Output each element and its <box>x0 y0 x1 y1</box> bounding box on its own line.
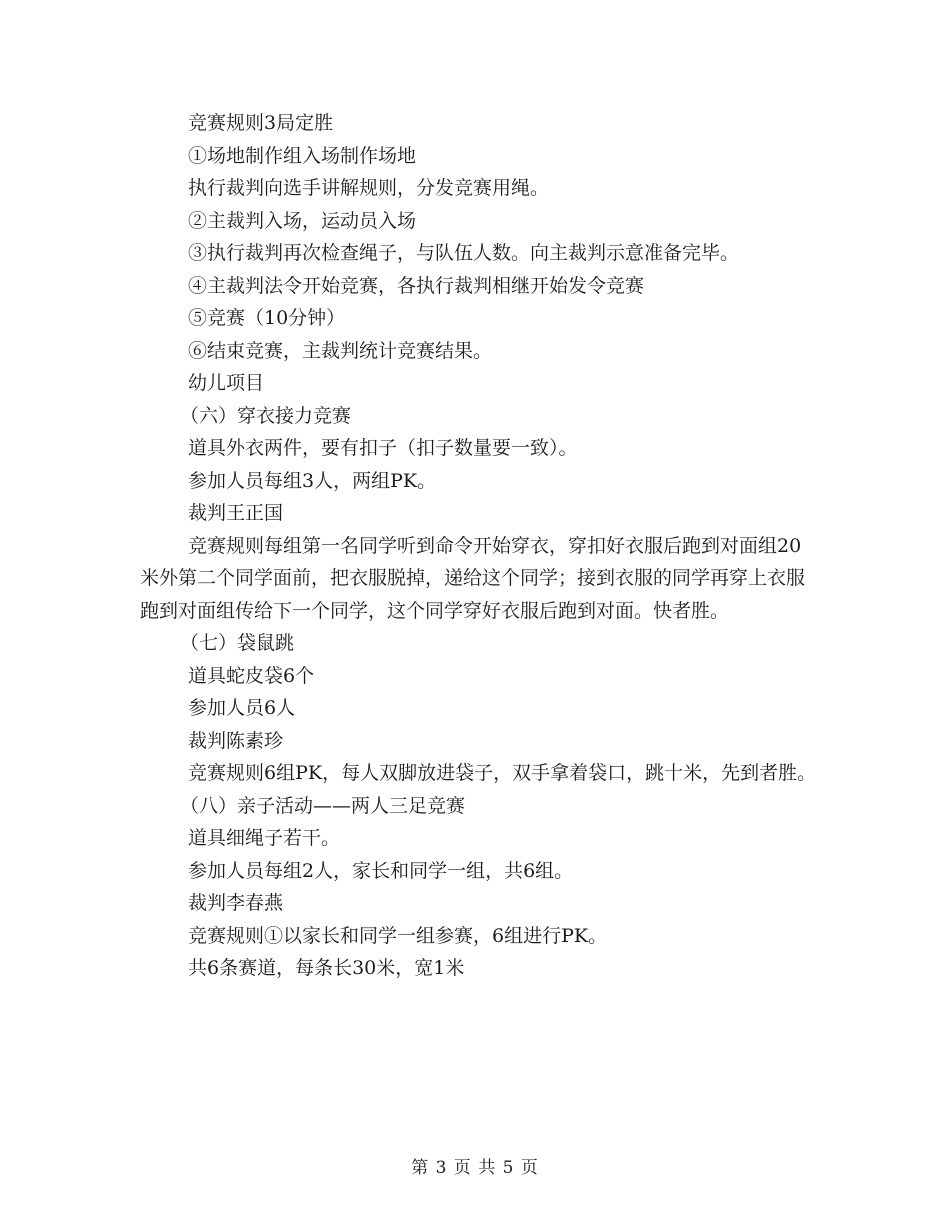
section-heading: （七）袋鼠跳 <box>180 632 295 654</box>
section-heading: 幼儿项目 <box>188 372 265 394</box>
text-line: 裁判王正国 <box>188 502 284 524</box>
text-line: 裁判李春燕 <box>188 892 284 914</box>
text-line: 参加人员每组3人，两组PK。 <box>188 469 437 492</box>
section-heading: （六）穿衣接力竞赛 <box>180 404 352 427</box>
text-line: ①场地制作组入场制作场地 <box>188 144 417 167</box>
text-line: ⑥结束竞赛，主裁判统计竞赛结果。 <box>188 339 493 362</box>
text-line: 道具蛇皮袋6个 <box>188 664 315 687</box>
text-line: 参加人员6人 <box>188 697 296 719</box>
text-line: ⑤竞赛（10分钟） <box>188 307 346 329</box>
text-paragraph: 竞赛规则每组第一名同学听到命令开始穿衣，穿扣好衣服后跑到对面组20米外第二个同学面前，把衣服脱掉，递给这个同学；接到衣服的同学再穿上衣服跑到对面组传给下一个同学，这个同学穿好衣服后跑到对面。快者胜。 <box>140 534 806 622</box>
document-body <box>140 107 820 985</box>
text-paragraph: 竞赛规则6组PK，每人双脚放进袋子，双手拿着袋口，跳十米，先到者胜。 <box>188 762 817 784</box>
text-line: ②主裁判入场，运动员入场 <box>188 209 417 232</box>
text-line: 裁判陈素珍 <box>188 729 284 752</box>
section-heading: （八）亲子活动——两人三足竞赛 <box>180 794 466 817</box>
text-line: 道具细绳子若干。 <box>188 827 341 849</box>
text-line: 竞赛规则①以家长和同学一组参赛，6组进行PK。 <box>188 924 608 947</box>
text-line: 道具外衣两件，要有扣子（扣子数量要一致）。 <box>188 437 578 459</box>
text-line: 竞赛规则3局定胜 <box>188 112 334 134</box>
text-line: ④主裁判法令开始竞赛，各执行裁判相继开始发令竞赛 <box>188 274 645 297</box>
text-line: 参加人员每组2人，家长和同学一组，共6组。 <box>188 859 574 882</box>
text-line: ③执行裁判再次检查绳子，与队伍人数。向主裁判示意准备完毕。 <box>188 242 740 264</box>
page-number: 第 3 页 共 5 页 <box>411 1158 539 1178</box>
text-line: 共6条赛道，每条长30米，宽1米 <box>188 957 465 979</box>
text-line: 执行裁判向选手讲解规则，分发竞赛用绳。 <box>188 177 550 199</box>
